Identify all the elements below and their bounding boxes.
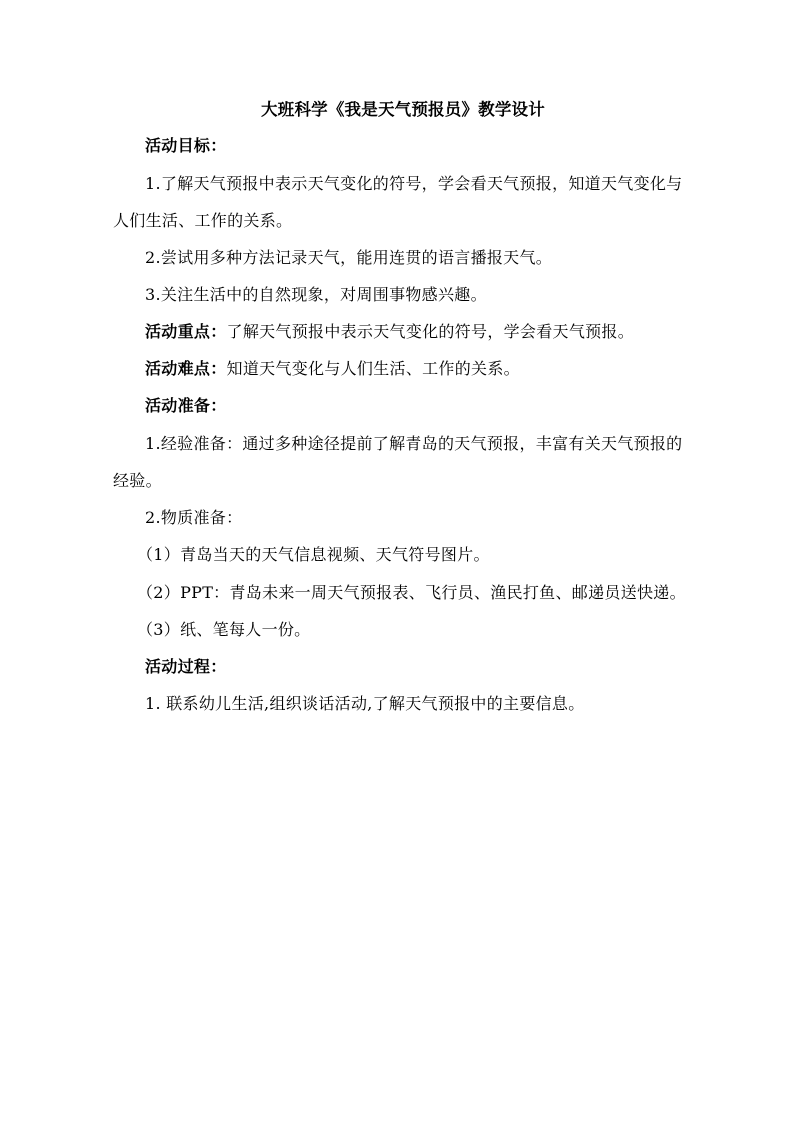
- key-point: [113, 322, 693, 342]
- prep-2-2: （2）PPT：青岛未来一周天气预报表、飞行员、渔民打鱼、邮递员送快递。: [137, 583, 686, 602]
- goal-2: 2.尝试用多种方法记录天气，能用连贯的语言播报天气。: [145, 248, 553, 267]
- key-point-text: 了解天气预报中表示天气变化的符号，学会看天气预报。: [226, 322, 635, 341]
- prep-heading: 活动准备：: [145, 396, 227, 415]
- prep-2: 2.物质准备：: [145, 508, 243, 527]
- difficulty-point: [113, 359, 693, 379]
- goals-heading: 活动目标：: [145, 136, 227, 155]
- process-1: 1. 联系幼儿生活,组织谈话活动,了解天气预报中的主要信息。: [145, 694, 585, 713]
- document-title: 大班科学《我是天气预报员》教学设计: [261, 100, 545, 119]
- key-point-label: 活动重点：: [145, 322, 227, 341]
- difficulty-label: 活动难点：: [145, 359, 227, 378]
- goal-1: 1.了解天气预报中表示天气变化的符号，学会看天气预报，知道天气变化与人们生活、工作的关系。: [113, 174, 683, 230]
- process-heading: 活动过程：: [145, 657, 227, 676]
- difficulty-text: 知道天气变化与人们生活、工作的关系。: [226, 359, 520, 378]
- prep-2-1: （1）青岛当天的天气信息视频、天气符号图片。: [137, 545, 490, 564]
- document-body: [113, 100, 693, 731]
- prep-1: 1.经验准备：通过多种途径提前了解青岛的天气预报，丰富有关天气预报的经验。: [113, 434, 683, 490]
- prep-2-3: （3）纸、笔每人一份。: [137, 620, 311, 639]
- goal-3: 3.关注生活中的自然现象，对周围事物感兴趣。: [145, 285, 487, 304]
